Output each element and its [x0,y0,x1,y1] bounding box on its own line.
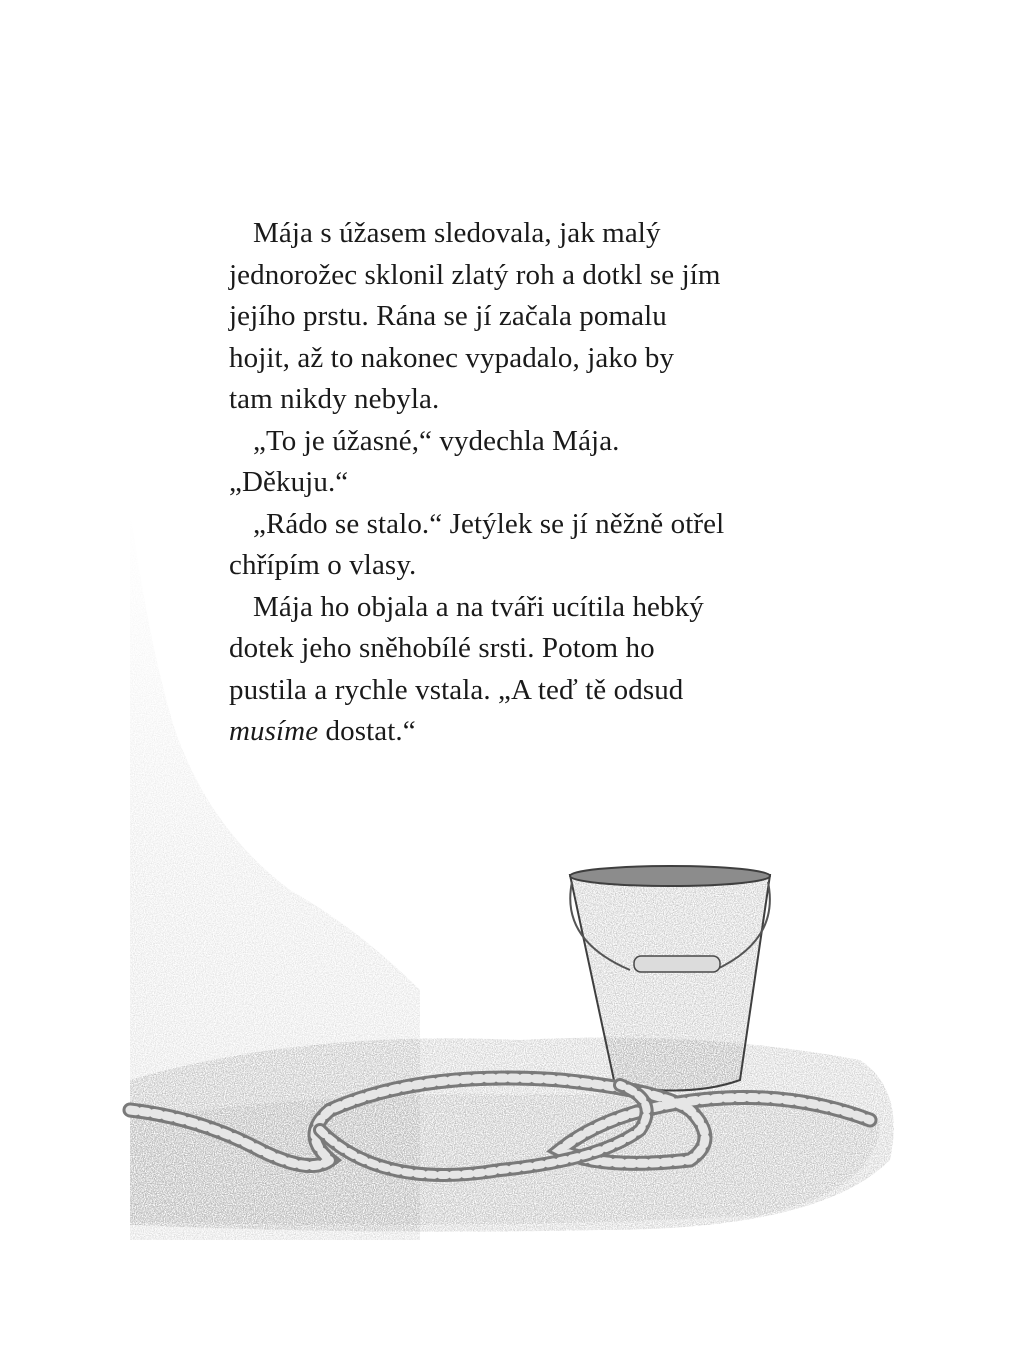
last-line-rest: dostat.“ [318,715,416,747]
paragraph-line: „Rádo se stalo.“ Jetýlek se jí něžně otřel [253,507,725,540]
paragraph-line: hojit, až to nakonec vypadalo, jako by [229,341,675,374]
paragraph-line: chřípím o vlasy. [229,549,417,581]
paragraph-line: „Děkuju.“ [229,466,349,498]
paragraph-line: pustila a rychle vstala. „A teď tě odsud [229,673,684,706]
paragraph-line: Mája ho objala a na tváři ucítila hebký [253,590,704,623]
paragraph-line: Mája s úžasem sledovala, jak malý [253,217,661,249]
paragraph-line: jednorožec sklonil zlatý roh a dotkl se jím [229,258,721,291]
paragraph-line: tam nikdy nebyla. [229,383,440,415]
paragraph-line: „To je úžasné,“ vydechla Mája. [253,424,620,457]
paragraph-line: dotek jeho sněhobílé srsti. Potom ho [229,632,655,664]
paragraph-line: jejího prstu. Rána se jí začala pomalu [229,300,667,332]
story-text [229,213,809,753]
paragraph-line-last [229,711,809,753]
italic-word: musíme [229,715,319,747]
